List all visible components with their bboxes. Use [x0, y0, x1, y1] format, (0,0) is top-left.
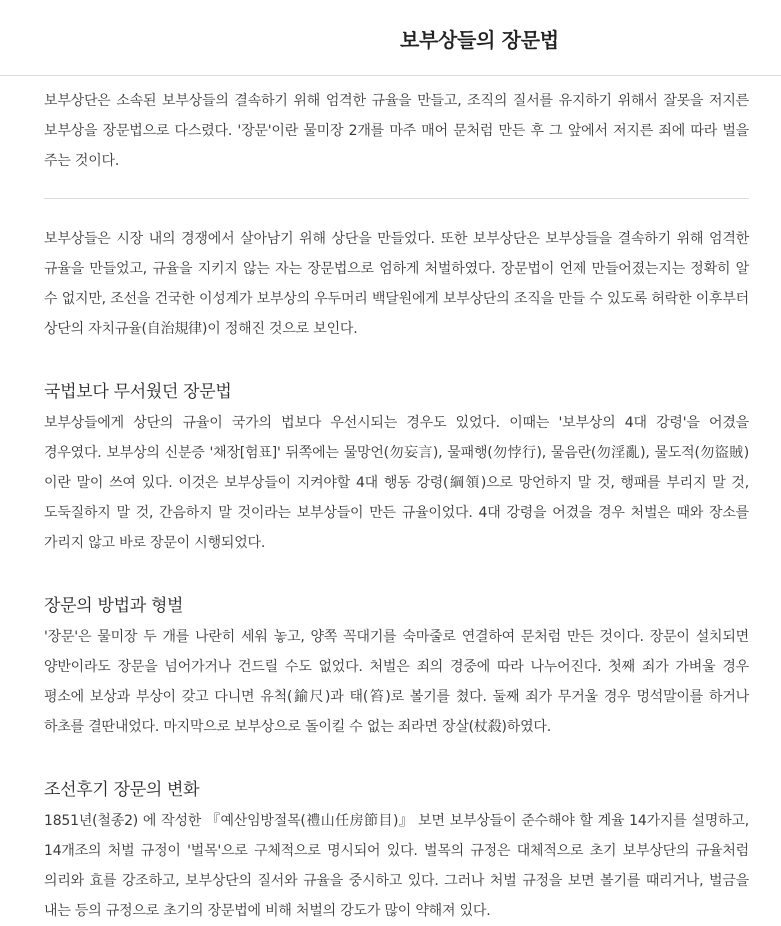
- section-late-joseon-changes: [44, 776, 749, 926]
- section-heading: 국법보다 무서웠던 장문법: [44, 382, 232, 402]
- section-law-stricter-than-national-law: [44, 378, 749, 558]
- summary-paragraph: 보부상단은 소속된 보부상들의 결속하기 위해 엄격한 규율을 만들고, 조직의 질서를 유지하기 위해서 잘못을 저지른 보부상을 장문법으로 다스렸다. '장문'이란 물미장 2개를 마주 매어 문처럼 만든 후 그 앞에서 저지른 죄에 따라 벌을 주는 것이다.: [44, 93, 749, 169]
- section-heading: 조선후기 장문의 변화: [44, 780, 200, 800]
- section-methods-and-punishments: [44, 592, 749, 742]
- intro-paragraph: 보부상들은 시장 내의 경쟁에서 살아남기 위해 상단을 만들었다. 또한 보부상단은 보부상들을 결속하기 위해 엄격한 규율을 만들었고, 규율을 지키지 않는 자는 장문법으로 엄하게 처벌하였다. 장문법이 언제 만들어졌는지는 정확히 알 수 없지만, 조선을 건국한 이성계가 보부상의 우두머리 백달원에게 보부상단의 조직을 만들 수 있도록 허락한 이후부터 상단의 자치규율(自治規律)이 정해진 것으로 보인다.: [44, 231, 749, 337]
- section-heading: 장문의 방법과 형벌: [44, 596, 184, 616]
- section-paragraph: '장문'은 물미장 두 개를 나란히 세워 놓고, 양쪽 꼭대기를 숙마줄로 연결하여 문처럼 만든 것이다. 장문이 설치되면 양반이라도 장문을 넘어가거나 건드릴 수도 없었다. 처벌은 죄의 경중에 따라 나누어진다. 첫째 죄가 가벼울 경우 평소에 보상과 부상이 갖고 다니면 유척(鍮尺)과 태(笞)로 볼기를 쳤다. 둘째 죄가 무거울 경우 멍석말이를 하거나 하초를 결딴내었다. 마지막으로 보부상으로 돌이킬 수 없는 죄라면 장살(杖殺)하였다.: [44, 629, 749, 735]
- page-title: 보부상들의 장문법: [400, 28, 559, 52]
- section-paragraph: 1851년(철종2) 에 작성한 『예산임방절목(禮山任房節目)』 보면 보부상들이 준수해야 할 계율 14가지를 설명하고, 14개조의 처벌 규정이 '벌목'으로 구체적으로 명시되어 있다. 벌목의 규정은 대체적으로 초기 보부상단의 규율처럼 의리와 효를 강조하고, 보부상단의 질서와 규율을 중시하고 있다. 그러나 처벌 규정을 보면 볼기를 때리거나, 벌금을 내는 등의 규정으로 초기의 장문법에 비해 처벌의 강도가 많이 약해져 있다.: [44, 813, 749, 919]
- section-paragraph: 보부상들에게 상단의 규율이 국가의 법보다 우선시되는 경우도 있었다. 이때는 '보부상의 4대 강령'을 어겼을 경우였다. 보부상의 신분증 '채장[험표]' 뒤쪽에는 물망언(勿妄言), 물패행(勿悖行), 물음란(勿淫亂), 물도적(勿盜賊)이란 말이 쓰여 있다. 이것은 보부상들이 지켜야할 4대 행동 강령(綱領)으로 망언하지 말 것, 행패를 부리지 말 것, 도둑질하지 말 것, 간음하지 말 것이라는 보부상들이 만든 규율이었다. 4대 강령을 어겼을 경우 처벌은 때와 장소를 가리지 않고 바로 장문이 시행되었다.: [44, 415, 749, 551]
- page-header: [0, 0, 781, 76]
- divider: [44, 198, 749, 199]
- article-content: [44, 86, 749, 926]
